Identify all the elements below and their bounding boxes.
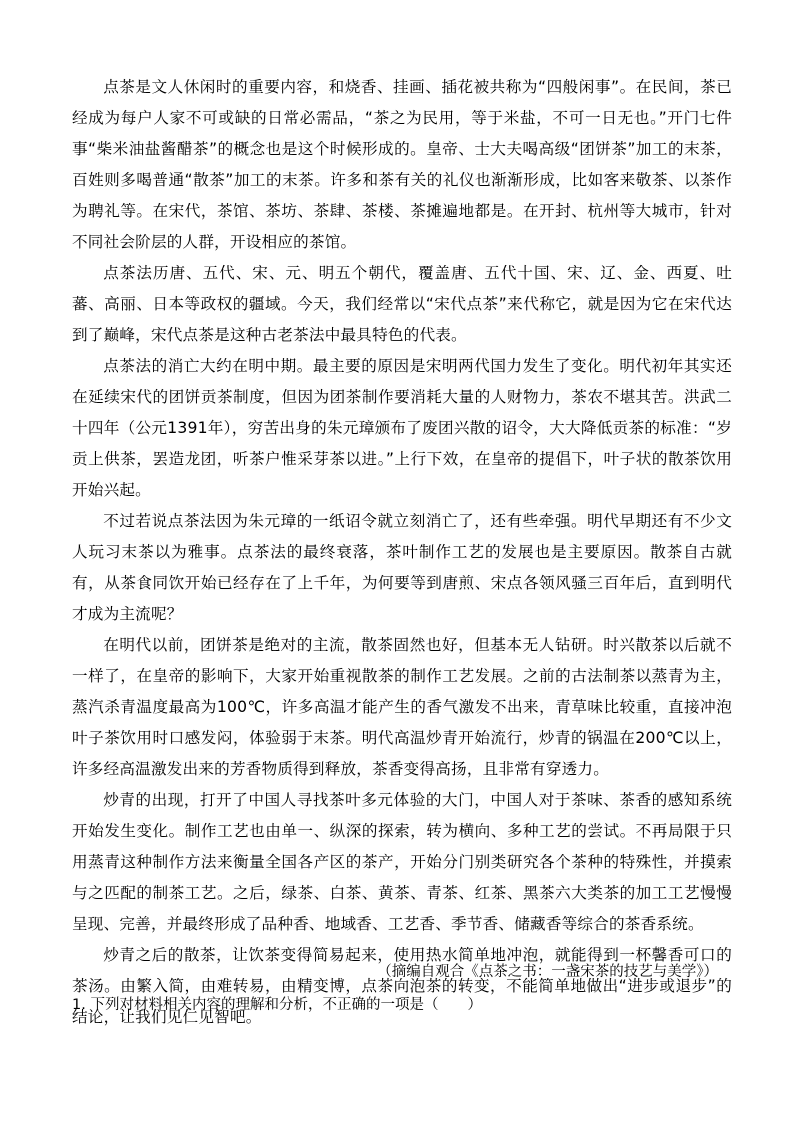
article-body bbox=[72, 72, 732, 1033]
paragraph-1: 点茶是文人休闲时的重要内容，和烧香、挂画、插花被共称为“四般闲事”。在民间，茶已经成为每户人家不可或缺的日常必需品，“茶之为民用，等于米盐，不可一日无也。”开门七件事“柴米油盐酱醋茶”的概念也是这个时候形成的。皇帝、士大夫喝高级“团饼茶”加工的末茶，百姓则多喝普通“散茶”加工的末茶。许多和茶有关的礼仪也渐渐形成，比如客来敬茶、以茶作为聘礼等。在宋代，茶馆、茶坊、茶肆、茶楼、茶摊遍地都是。在开封、杭州等大城市，针对不同社会阶层的人群，开设相应的茶馆。 bbox=[72, 78, 732, 251]
source-citation: （摘编自观合《点茶之书：一盏宋茶的技艺与美学》） bbox=[377, 964, 718, 980]
paragraph-6: 炒青的出现，打开了中国人寻找茶叶多元体验的大门，中国人对于茶味、茶香的感知系统开始发生变化。制作工艺也由单一、纵深的探索，转为横向、多种工艺的尝试。不再局限于只用蒸青这种制作方法来衡量全国各产区的茶产，开始分门别类研究各个茶种的特殊性，并摸索与之匹配的制茶工艺。之后，绿茶、白茶、黄茶、青茶、红茶、黑茶六大类茶的加工工艺慢慢呈现、完善，并最终形成了品种香、地域香、工艺香、季节香、储藏香等综合的茶香系统。 bbox=[72, 791, 732, 933]
paragraph-2: 点茶法历唐、五代、宋、元、明五个朝代，覆盖唐、五代十国、宋、辽、金、西夏、吐蕃、高丽、日本等政权的疆域。今天，我们经常以“宋代点茶”来代称它，就是因为它在宋代达到了巅峰，宋代点茶是这种古老茶法中最具特色的代表。 bbox=[72, 264, 732, 344]
paragraph-4: 不过若说点茶法因为朱元璋的一纸诏令就立刻消亡了，还有些牵强。明代早期还有不少文人玩习末茶以为雅事。点茶法的最终衰落，茶叶制作工艺的发展也是主要原因。散茶自古就有，从茶食同饮开始已经存在了上千年，为何要等到唐煎、宋点各领风骚三百年后，直到明代才成为主流呢？ bbox=[72, 512, 732, 623]
paragraph-7: 炒青之后的散茶，让饮茶变得简易起来，使用热水简单地冲泡，就能得到一杯馨香可口的茶汤。由繁入简，由难转易，由精变博，点茶向泡茶的转变，不能简单地做出“进步或退步”的结论，让我们见仁见智吧。 bbox=[72, 946, 732, 1026]
paragraph-3: 点茶法的消亡大约在明中期。最主要的原因是宋明两代国力发生了变化。明代初年其实还在延续宋代的团饼贡茶制度，但因为团茶制作要消耗大量的人财物力，茶农不堪其苦。洪武二十四年（公元1391年），穷苦出身的朱元璋颁布了废团兴散的诏令，大大降低贡茶的标准：“岁贡上供茶，罢造龙团，听茶户惟采芽茶以进。”上行下效，在皇帝的提倡下，叶子状的散茶饮用开始兴起。 bbox=[72, 357, 732, 499]
question-1: 1. 下列对材料相关内容的理解和分析，不正确的一项是（ ） bbox=[72, 997, 482, 1013]
paragraph-5: 在明代以前，团饼茶是绝对的主流，散茶固然也好，但基本无人钻研。时兴散茶以后就不一样了，在皇帝的影响下，大家开始重视散茶的制作工艺发展。之前的古法制茶以蒸青为主，蒸汽杀青温度最高为100℃，许多高温才能产生的香气激发不出来，青草味比较重，直接冲泡叶子茶饮用时口感发闷，体验弱于末茶。明代高温炒青开始流行，炒青的锅温在200℃以上，许多经高温激发出来的芳香物质得到释放，茶香变得高扬，且非常有穿透力。 bbox=[72, 636, 732, 778]
